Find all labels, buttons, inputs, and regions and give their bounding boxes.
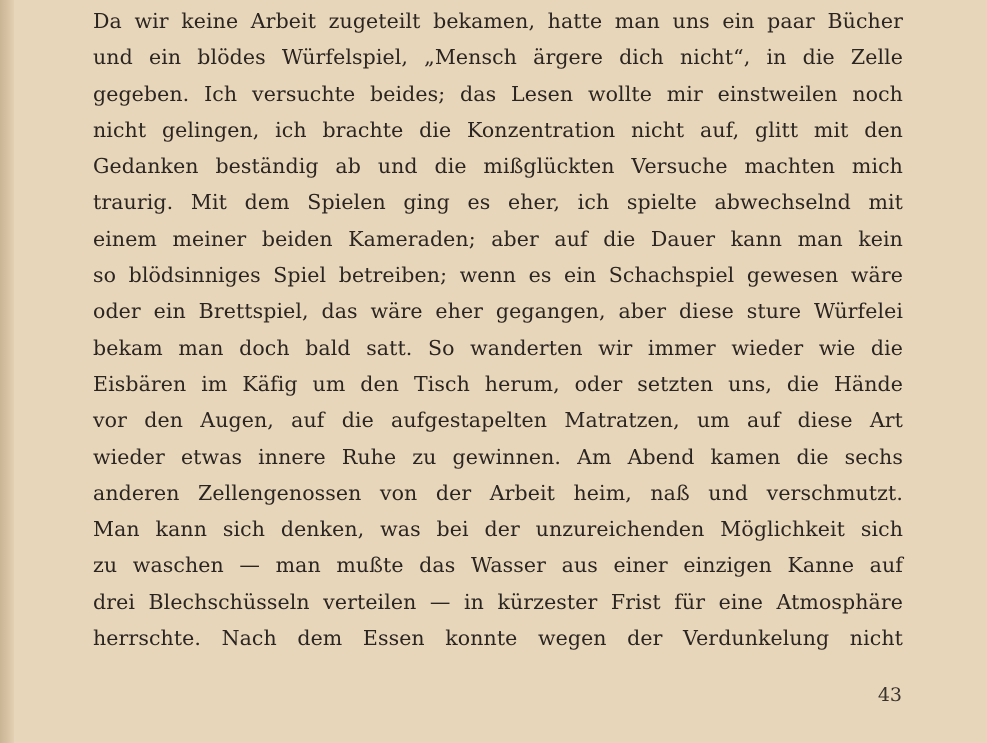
text-line: Man kann sich denken, was bei der unzureichenden Möglichkeit sich: [93, 517, 903, 542]
text-line: drei Blechschüsseln verteilen — in kürzester Frist für eine Atmosphäre: [93, 589, 903, 614]
text-line: anderen Zellengenossen von der Arbeit heim, naß und verschmutzt.: [93, 480, 903, 505]
text-line: wieder etwas innere Ruhe zu gewinnen. Am Abend kamen die sechs: [93, 444, 903, 469]
text-line: vor den Augen, auf die aufgestapelten Matratzen, um auf diese Art: [93, 408, 903, 433]
page-number: 43: [877, 684, 902, 706]
text-line: Da wir keine Arbeit zugeteilt bekamen, hatte man uns ein paar Bücher: [93, 9, 903, 33]
text-line: oder ein Brettspiel, das wäre eher gegangen, aber diese sture Würfelei: [93, 299, 903, 324]
text-line: nicht gelingen, ich brachte die Konzentration nicht auf, glitt mit den: [93, 117, 903, 142]
text-line: einem meiner beiden Kameraden; aber auf die Dauer kann man kein: [93, 226, 903, 251]
text-line: so blödsinniges Spiel betreiben; wenn es ein Schachspiel gewesen wäre: [93, 263, 903, 288]
text-line: Gedanken beständig ab und die mißglückten Versuche machten mich: [93, 154, 903, 179]
text-line: Eisbären im Käfig um den Tisch herum, oder setzten uns, die Hände: [93, 371, 903, 396]
text-line: herrschte. Nach dem Essen konnte wegen der Verdunkelung nicht: [93, 626, 903, 651]
body-text: [93, 3, 903, 656]
page-gutter: [0, 0, 14, 743]
text-line: traurig. Mit dem Spielen ging es eher, ich spielte abwechselnd mit: [93, 190, 903, 215]
text-line: zu waschen — man mußte das Wasser aus einer einzigen Kanne auf: [93, 553, 903, 578]
text-line: bekam man doch bald satt. So wanderten wir immer wieder wie die: [93, 335, 903, 360]
text-line: und ein blödes Würfelspiel, „Mensch ärgere dich nicht“, in die Zelle: [93, 45, 903, 70]
text-line: gegeben. Ich versuchte beides; das Lesen wollte mir einstweilen noch: [93, 81, 903, 106]
